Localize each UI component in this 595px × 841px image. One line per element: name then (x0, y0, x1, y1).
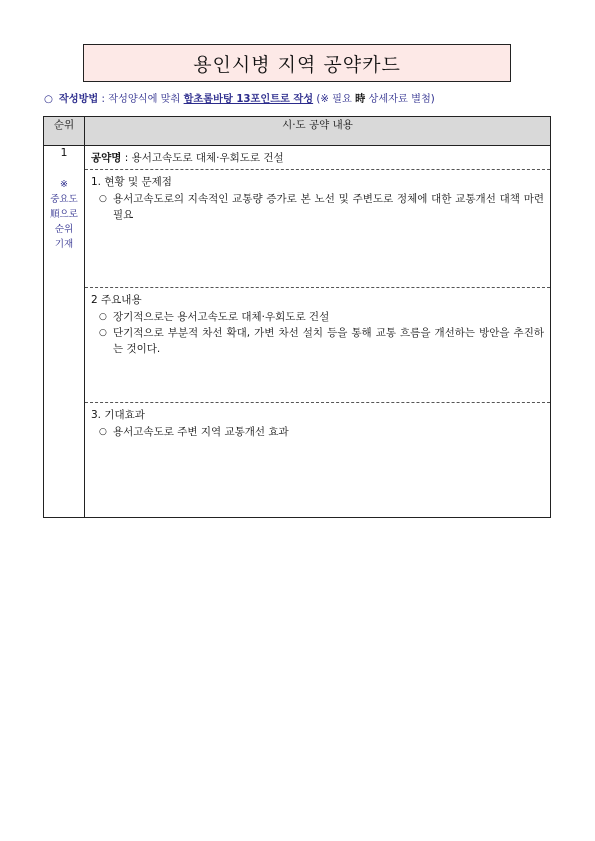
pledge-separator: : (121, 152, 132, 164)
list-item (91, 309, 544, 325)
item-bullet: ○ (99, 312, 107, 322)
rank-note-5: 기재 (54, 239, 74, 250)
item-bullet: ○ (99, 194, 107, 204)
rank-note-3: 順으로 (50, 209, 78, 220)
item-bullet: ○ (99, 427, 107, 437)
writing-method-line (44, 90, 564, 105)
rank-number: 1 (60, 146, 68, 159)
method-bullet: ○ (44, 94, 53, 105)
method-font-instruction: 함초롬바탕 13포인트로 작성 (183, 94, 314, 105)
list-item (91, 325, 544, 357)
item-text: 용서고속도로 주변 지역 교통개선 효과 (113, 426, 289, 438)
section-title: 2 주요내용 (91, 294, 142, 306)
method-note (316, 94, 434, 105)
item-text: 용서고속도로의 지속적인 교통량 증가로 본 노선 및 주변도로 정체에 대한 교통개선 대책 마련 필요 (113, 193, 544, 221)
item-text: 장기적으로는 용서고속도로 대체·우회도로 건설 (113, 311, 330, 323)
rank-note-4: 순위 (54, 224, 74, 235)
item-bullet: ○ (99, 328, 107, 338)
list-item (91, 191, 544, 223)
section-expected-effect (85, 403, 550, 517)
title-box (83, 44, 511, 82)
method-note-bold: 時 (355, 94, 366, 105)
pledge-name: 용서고속도로 대체·우회도로 건설 (131, 152, 284, 164)
method-label: 작성방법 (58, 94, 99, 105)
method-colon: : (101, 94, 105, 105)
pledge-row (44, 146, 551, 518)
method-text: 작성양식에 맞춰 (108, 94, 181, 105)
section-title: 3. 기대효과 (91, 409, 145, 421)
rank-cell (44, 146, 85, 518)
content-cell (85, 146, 551, 518)
rank-note-1: ※ (60, 179, 68, 190)
rank-note-2: 중요도 (50, 194, 78, 205)
section-main-content (85, 288, 550, 403)
header-content: 시·도 공약 내용 (85, 117, 551, 146)
pledge-label: 공약명 (91, 152, 122, 164)
pledge-name-block (85, 146, 550, 170)
page-title: 용인시병 지역 공약카드 (193, 53, 401, 76)
item-text: 단기적으로 부분적 차선 확대, 가변 차선 설치 등을 통해 교통 흐름을 개선하는 방안을 추진하는 것이다. (113, 327, 544, 355)
method-note-close: 상세자료 별첨) (368, 94, 435, 105)
method-note-open: (※ 필요 (316, 94, 352, 105)
pledge-card-table (43, 116, 551, 518)
header-row (44, 117, 551, 146)
section-title: 1. 현황 및 문제점 (91, 176, 172, 188)
section-status (85, 170, 550, 288)
header-rank: 순위 (44, 117, 85, 146)
list-item (91, 424, 544, 440)
